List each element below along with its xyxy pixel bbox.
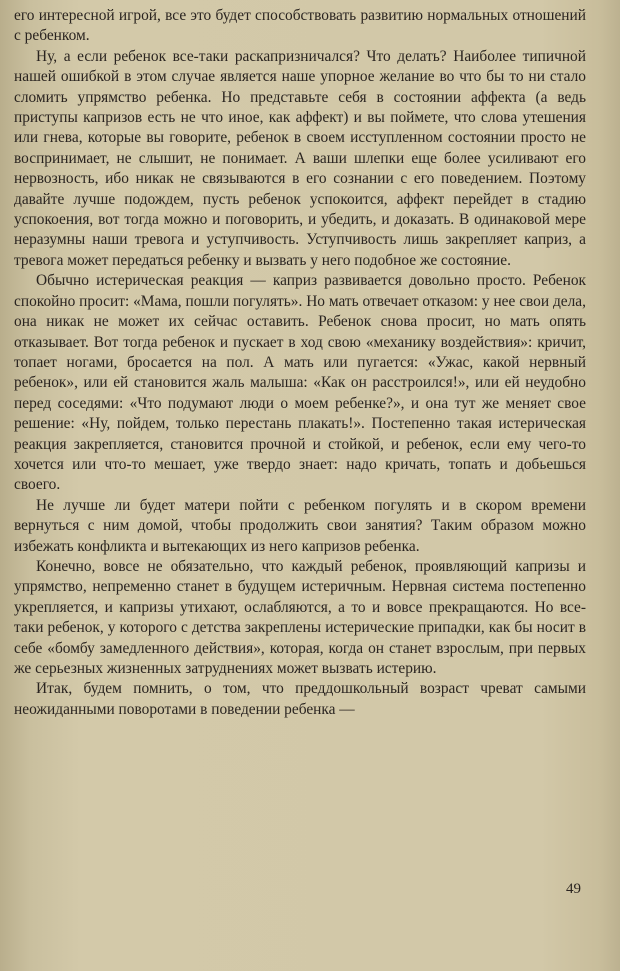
paragraph-5: Конечно, вовсе не обязательно, что каждый ребенок, проявляющий капризы и упрямство, непременно станет в будущем истеричным. Нервная система постепенно укрепляется, и капризы утихают, ослабляются, а то и вовсе прекращаются. Но все-таки ребенок, у которого с детства закреплены истерические припадки, как бы носит в себе «бомбу замедленного действия», которая, когда он станет взрослым, при первых же серьезных жизненных затруднениях может вызвать истерию. — [14, 557, 586, 677]
paragraph-6: Итак, будем помнить, о том, что преддошкольный возраст чреват самыми неожиданными поворотами в поведении ребенка — — [14, 680, 586, 718]
paragraph-2: Ну, а если ребенок все-таки раскапризничался? Что делать? Наиболее типичной нашей ошибкой в этом случае является наше упорное желание во что бы то ни стало сломить упрямство ребенка. Но представьте себя в состоянии аффекта (а ведь приступы капризов есть не что иное, как аффект) и вы поймете, что слова утешения или гнева, которые вы говорите, ребенок в своем исступленном состоянии просто не воспринимает, не слышит, не понимает. А ваши шлепки еще более усиливают его нервозность, ибо никак не связываются в его сознании с его поведением. Поэтому давайте лучше подождем, пусть ребенок успокоится, аффект перейдет в стадию успокоения, вот тогда можно и поговорить, и убедить, и доказать. В одинаковой мере неразумны наши тревога и уступчивость. Уступчивость лишь закрепляет каприз, а тревога может передаться ребенку и вызвать у него подобное же состояние. — [14, 47, 586, 269]
paragraph-1: его интересной игрой, все это будет способствовать развитию нормальных отношений с ребенком. — [14, 7, 586, 45]
paragraph-3: Обычно истерическая реакция — каприз развивается довольно просто. Ребенок спокойно просит: «Мама, пошли погулять». Но мать отвечает отказом: у нее свои дела, она никак не может их сейчас оставить. Ребенок снова просит, но мать опять отказывает. Вот тогда ребенок и пускает в ход свою «механику воздействия»: кричит, топает ногами, бросается на пол. А мать или пугается: «Ужас, какой нервный ребенок», или ей становится жаль малыша: «Как он расстроился!», или ей неудобно перед соседями: «Что подумают люди о моем ребенке?», и она тут же меняет свое решение: «Ну, пойдем, только перестань плакать!». Постепенно такая истерическая реакция закрепляется, становится прочной и стойкой, и ребенок, если ему чего-то хочется или что-то мешает, уже твердо знает: надо кричать, топать и добьешься своего. — [14, 272, 586, 494]
page-number: 49 — [566, 881, 581, 897]
paragraph-4: Не лучше ли будет матери пойти с ребенком погулять и в скором времени вернуться с ним домой, чтобы продолжить свои занятия? Таким образом можно избежать конфликта и вытекающих из него капризов ребенка. — [14, 496, 586, 555]
